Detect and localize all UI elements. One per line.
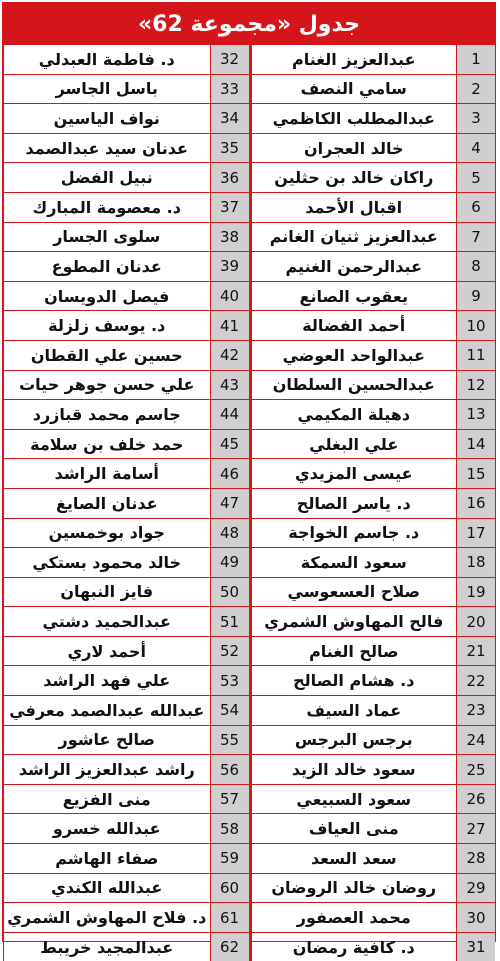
row-number-left: 54 xyxy=(210,696,250,726)
member-name-right: محمد العصفور xyxy=(250,903,457,933)
row-number-right: 28 xyxy=(457,844,496,874)
row-number-right: 15 xyxy=(457,459,496,489)
member-name-left: د. فلاح المهاوش الشمري xyxy=(4,903,211,933)
member-name-right: صلاح العسعوسي xyxy=(250,577,457,607)
row-number-left: 47 xyxy=(210,488,250,518)
member-name-right: عبدالعزيز ثنيان الغانم xyxy=(250,222,457,252)
row-number-left: 42 xyxy=(210,340,250,370)
row-number-left: 61 xyxy=(210,903,250,933)
member-name-right: سعود السمكة xyxy=(250,548,457,578)
row-number-right: 27 xyxy=(457,814,496,844)
table-body xyxy=(4,45,496,961)
table-row xyxy=(4,666,496,696)
table-title: جدول «مجموعة 62» xyxy=(3,3,495,45)
table-row xyxy=(4,370,496,400)
table-row xyxy=(4,755,496,785)
member-name-right: دهيلة المكيمي xyxy=(250,400,457,430)
row-number-right: 26 xyxy=(457,784,496,814)
document-frame xyxy=(2,2,496,957)
table-row xyxy=(4,192,496,222)
row-number-left: 40 xyxy=(210,281,250,311)
row-number-right: 5 xyxy=(457,163,496,193)
member-name-right: أحمد الفضالة xyxy=(250,311,457,341)
row-number-left: 48 xyxy=(210,518,250,548)
row-number-right: 8 xyxy=(457,252,496,282)
member-name-left: نبيل الفضل xyxy=(4,163,211,193)
row-number-left: 53 xyxy=(210,666,250,696)
table-row xyxy=(4,340,496,370)
member-name-left: عدنان الصايغ xyxy=(4,488,211,518)
member-name-left: د. يوسف زلزلة xyxy=(4,311,211,341)
table-row xyxy=(4,784,496,814)
table-row xyxy=(4,311,496,341)
row-number-right: 1 xyxy=(457,45,496,74)
row-number-left: 37 xyxy=(210,192,250,222)
row-number-right: 23 xyxy=(457,696,496,726)
member-name-right: عبدالواحد العوضي xyxy=(250,340,457,370)
row-number-right: 3 xyxy=(457,104,496,134)
row-number-left: 34 xyxy=(210,104,250,134)
member-name-right: عبدالرحمن الغنيم xyxy=(250,252,457,282)
table-row xyxy=(4,636,496,666)
names-table xyxy=(3,45,495,961)
member-name-left: عدنان سيد عبدالصمد xyxy=(4,133,211,163)
row-number-left: 56 xyxy=(210,755,250,785)
member-name-left: د. فاطمة العبدلي xyxy=(4,45,211,74)
member-name-left: صفاء الهاشم xyxy=(4,844,211,874)
row-number-right: 10 xyxy=(457,311,496,341)
member-name-right: د. ياسر الصالح xyxy=(250,488,457,518)
row-number-left: 39 xyxy=(210,252,250,282)
member-name-right: علي البغلي xyxy=(250,429,457,459)
table-row xyxy=(4,814,496,844)
table-row xyxy=(4,932,496,961)
row-number-left: 32 xyxy=(210,45,250,74)
member-name-left: عدنان المطوع xyxy=(4,252,211,282)
member-name-left: علي حسن جوهر حيات xyxy=(4,370,211,400)
table-row xyxy=(4,400,496,430)
table-row xyxy=(4,696,496,726)
row-number-right: 19 xyxy=(457,577,496,607)
member-name-left: راشد عبدالعزيز الراشد xyxy=(4,755,211,785)
row-number-left: 46 xyxy=(210,459,250,489)
row-number-left: 36 xyxy=(210,163,250,193)
table-row xyxy=(4,429,496,459)
table-row xyxy=(4,281,496,311)
member-name-right: فالح المهاوش الشمري xyxy=(250,607,457,637)
row-number-left: 35 xyxy=(210,133,250,163)
row-number-left: 44 xyxy=(210,400,250,430)
member-name-right: منى العياف xyxy=(250,814,457,844)
row-number-right: 30 xyxy=(457,903,496,933)
member-name-left: جاسم محمد قبازرد xyxy=(4,400,211,430)
member-name-left: أحمد لاري xyxy=(4,636,211,666)
member-name-right: د. هشام الصالح xyxy=(250,666,457,696)
row-number-right: 16 xyxy=(457,488,496,518)
row-number-left: 58 xyxy=(210,814,250,844)
member-name-right: سعود السبيعي xyxy=(250,784,457,814)
member-name-left: د. معصومة المبارك xyxy=(4,192,211,222)
row-number-left: 50 xyxy=(210,577,250,607)
row-number-right: 2 xyxy=(457,74,496,104)
table-row xyxy=(4,459,496,489)
row-number-right: 22 xyxy=(457,666,496,696)
member-name-right: اقبال الأحمد xyxy=(250,192,457,222)
table-row xyxy=(4,222,496,252)
row-number-left: 55 xyxy=(210,725,250,755)
member-name-right: برجس البرجس xyxy=(250,725,457,755)
member-name-right: عماد السيف xyxy=(250,696,457,726)
member-name-right: روضان خالد الروضان xyxy=(250,873,457,903)
row-number-left: 41 xyxy=(210,311,250,341)
table-row xyxy=(4,45,496,74)
table-row xyxy=(4,577,496,607)
member-name-right: عبدالعزيز الغنام xyxy=(250,45,457,74)
member-name-left: عبدالحميد دشتي xyxy=(4,607,211,637)
row-number-right: 9 xyxy=(457,281,496,311)
table-row xyxy=(4,104,496,134)
row-number-left: 62 xyxy=(210,932,250,961)
member-name-left: فايز النبهان xyxy=(4,577,211,607)
row-number-left: 43 xyxy=(210,370,250,400)
member-name-right: صالح الغنام xyxy=(250,636,457,666)
row-number-right: 24 xyxy=(457,725,496,755)
row-number-left: 49 xyxy=(210,548,250,578)
table-row xyxy=(4,133,496,163)
row-number-right: 11 xyxy=(457,340,496,370)
member-name-right: د. كافية رمضان xyxy=(250,932,457,961)
member-name-left: سلوى الجسار xyxy=(4,222,211,252)
table-row xyxy=(4,725,496,755)
member-name-right: راكان خالد بن حثلين xyxy=(250,163,457,193)
member-name-right: عبدالمطلب الكاظمي xyxy=(250,104,457,134)
member-name-right: يعقوب الصانع xyxy=(250,281,457,311)
member-name-left: جواد بوخمسين xyxy=(4,518,211,548)
row-number-left: 51 xyxy=(210,607,250,637)
row-number-right: 14 xyxy=(457,429,496,459)
table-row xyxy=(4,74,496,104)
table-row xyxy=(4,163,496,193)
row-number-right: 13 xyxy=(457,400,496,430)
table-row xyxy=(4,252,496,282)
row-number-left: 45 xyxy=(210,429,250,459)
member-name-left: خالد محمود بستكي xyxy=(4,548,211,578)
member-name-left: نواف الياسين xyxy=(4,104,211,134)
row-number-left: 60 xyxy=(210,873,250,903)
row-number-right: 31 xyxy=(457,932,496,961)
row-number-right: 21 xyxy=(457,636,496,666)
member-name-right: عيسى المزيدي xyxy=(250,459,457,489)
row-number-left: 57 xyxy=(210,784,250,814)
row-number-right: 6 xyxy=(457,192,496,222)
member-name-right: خالد العجران xyxy=(250,133,457,163)
member-name-right: سعود خالد الزيد xyxy=(250,755,457,785)
member-name-left: عبدالله عبدالصمد معرفي xyxy=(4,696,211,726)
row-number-right: 7 xyxy=(457,222,496,252)
member-name-left: صالح عاشور xyxy=(4,725,211,755)
row-number-right: 25 xyxy=(457,755,496,785)
row-number-left: 33 xyxy=(210,74,250,104)
table-row xyxy=(4,844,496,874)
member-name-left: عبدالمجيد خريبط xyxy=(4,932,211,961)
member-name-left: عبدالله خسرو xyxy=(4,814,211,844)
row-number-right: 17 xyxy=(457,518,496,548)
row-number-right: 4 xyxy=(457,133,496,163)
member-name-right: سعد السعد xyxy=(250,844,457,874)
row-number-right: 12 xyxy=(457,370,496,400)
row-number-right: 29 xyxy=(457,873,496,903)
row-number-left: 38 xyxy=(210,222,250,252)
member-name-left: حمد خلف بن سلامة xyxy=(4,429,211,459)
table-row xyxy=(4,873,496,903)
row-number-right: 20 xyxy=(457,607,496,637)
member-name-left: أسامة الراشد xyxy=(4,459,211,489)
member-name-left: منى الفزيع xyxy=(4,784,211,814)
table-row xyxy=(4,518,496,548)
row-number-left: 52 xyxy=(210,636,250,666)
member-name-right: د. جاسم الخواجة xyxy=(250,518,457,548)
table-row xyxy=(4,903,496,933)
table-row xyxy=(4,488,496,518)
member-name-left: باسل الجاسر xyxy=(4,74,211,104)
member-name-right: سامي النصف xyxy=(250,74,457,104)
table-row xyxy=(4,548,496,578)
member-name-left: علي فهد الراشد xyxy=(4,666,211,696)
row-number-left: 59 xyxy=(210,844,250,874)
table-row xyxy=(4,607,496,637)
member-name-left: حسين علي القطان xyxy=(4,340,211,370)
member-name-left: عبدالله الكندي xyxy=(4,873,211,903)
member-name-right: عبدالحسين السلطان xyxy=(250,370,457,400)
row-number-right: 18 xyxy=(457,548,496,578)
member-name-left: فيصل الدويسان xyxy=(4,281,211,311)
